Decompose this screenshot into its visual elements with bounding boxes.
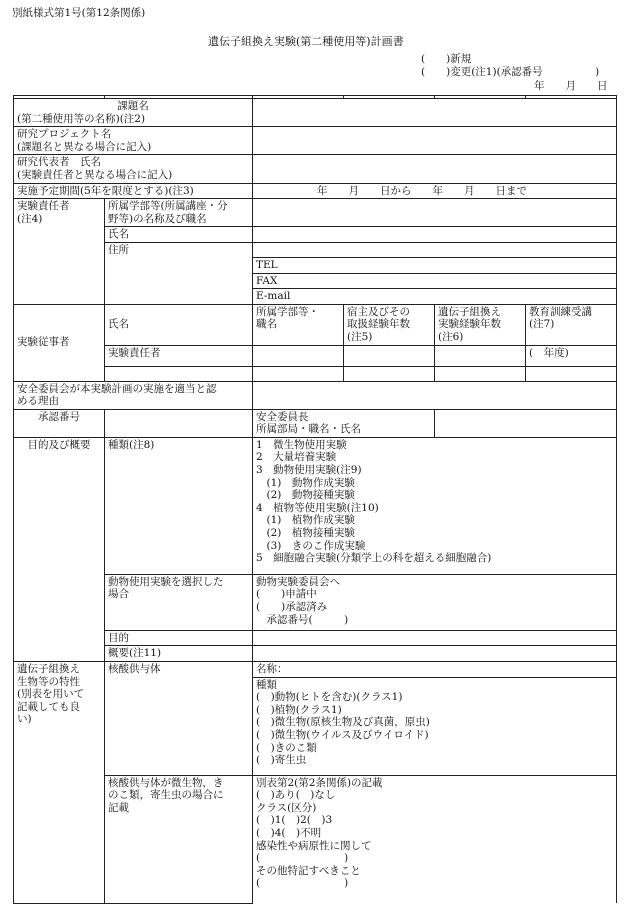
staff-col-training-1: 教育訓練受講 <box>529 305 592 318</box>
committee-chair-text: 安全委員長 <box>256 410 309 423</box>
purpose-label: 目的 <box>105 630 253 646</box>
animal-approved-option[interactable]: ( )承認済み <box>256 601 328 614</box>
staff-extra-name-field[interactable] <box>105 366 253 381</box>
pathogenicity-field[interactable]: ( ) <box>256 852 349 865</box>
donor-micro-text2: のこ類，寄生虫の場合に <box>108 789 224 802</box>
pi-address-field[interactable] <box>253 242 617 257</box>
status-new: ( )新規 <box>421 53 472 65</box>
representative-label <box>14 155 253 183</box>
donor-kind-list <box>253 677 617 775</box>
staff-extra-gmo-years-field[interactable] <box>435 366 526 381</box>
pi-name-label: 氏名 <box>105 227 253 243</box>
animal-experiment-label <box>105 574 253 630</box>
staff-col-gmo-years-2: 実験経験年数 <box>438 318 501 331</box>
pi-label-text: 実験責任者 <box>17 200 70 213</box>
staff-col-training <box>526 304 617 345</box>
donor-kind-option[interactable]: ( )微生物(原核生物及び真菌，原虫) <box>256 716 430 729</box>
pi-affiliation-text2: 野等)の名称及び職名 <box>108 212 207 225</box>
staff-col-training-2: (注7) <box>529 318 555 331</box>
kind-item[interactable]: (2) 動物接種実験 <box>256 489 355 502</box>
kind-item[interactable]: (3) きのこ作成実験 <box>256 539 366 552</box>
approval-number-label: 承認番号 <box>14 409 105 437</box>
experiment-kind-list <box>253 437 617 574</box>
kind-item[interactable]: 1 微生物使用実験 <box>256 438 347 451</box>
pi-affiliation-field[interactable] <box>253 199 617 227</box>
plan-form-table <box>13 95 617 904</box>
kind-item[interactable]: (2) 植物接種実験 <box>256 527 355 540</box>
staff-extra-training-field[interactable] <box>526 366 617 381</box>
kind-item[interactable]: (1) 動物作成実験 <box>256 476 355 489</box>
class-options-row1[interactable]: ( )1( )2( )3 <box>256 814 333 827</box>
kind-item[interactable]: 5 細胞融合実験(分類学上の科を超える細胞融合) <box>256 552 492 565</box>
donor-micro-text: 核酸供与体が微生物，き <box>108 776 224 789</box>
donor-kind-option[interactable]: ( )動物(ヒトを含む)(クラス1) <box>256 691 403 704</box>
gmo-characteristics-label <box>14 662 105 904</box>
staff-pi-affiliation-field[interactable] <box>253 345 344 366</box>
donor-name-field[interactable]: 名称： <box>253 662 617 678</box>
appendix-table-heading: 別表第2(第2条関係)の記載 <box>256 776 383 789</box>
staff-pi-host-years-field[interactable] <box>344 345 435 366</box>
committee-reason-label <box>14 381 253 409</box>
staff-pi-training-year[interactable]: ( 年度) <box>526 345 617 366</box>
overview-field[interactable] <box>253 646 617 662</box>
staff-col-host-years-2: 取扱経験年数 <box>347 318 410 331</box>
donor-kind-option[interactable]: ( )寄生虫 <box>256 754 307 767</box>
pi-affiliation-text: 所属学部等(所属講座・分 <box>108 200 228 213</box>
project-title-note: (第二種使用等の名称)(注2) <box>17 112 146 125</box>
donor-kind-option[interactable]: ( )植物(クラス1) <box>256 703 342 716</box>
animal-experiment-text2: 場合 <box>108 588 129 601</box>
staff-extra-affiliation-field[interactable] <box>253 366 344 381</box>
nucleic-donor-label: 核酸供与体 <box>105 662 253 776</box>
committee-reason-text: 安全委員会が本実験計画の実施を適当と認 <box>17 382 217 395</box>
animal-experiment-text: 動物使用実験を選択した <box>108 575 224 588</box>
staff-col-host-years-1: 宿主及びその <box>347 305 410 318</box>
class-heading: クラス(区分) <box>256 801 317 814</box>
purpose-field[interactable] <box>253 630 617 646</box>
donor-kind-option[interactable]: ( )きのこ類 <box>256 741 317 754</box>
gmo-label-line: 生物等の特性 <box>17 675 80 688</box>
staff-pi-row-label: 実験責任者 <box>105 345 253 366</box>
committee-reason-text2: める理由 <box>17 395 59 408</box>
research-project-field[interactable] <box>253 127 617 155</box>
pi-label <box>14 199 105 305</box>
project-title-label <box>14 99 253 127</box>
animal-approval-number[interactable]: 承認番号( ) <box>256 613 349 626</box>
submission-date: 年 月 日 <box>534 80 608 92</box>
class-options-row2[interactable]: ( )4( )不明 <box>256 827 322 840</box>
research-project-label <box>14 127 253 155</box>
staff-col-gmo-years <box>435 304 526 345</box>
staff-label: 実験従事者 <box>14 304 105 381</box>
pi-label-note: (注4) <box>17 212 43 225</box>
kind-item[interactable]: 2 大量培養実験 <box>256 451 337 464</box>
donor-kind-option[interactable]: ( )微生物(ウイルス及びウイロイド) <box>256 729 429 742</box>
staff-col-affiliation-2: 職名 <box>256 318 277 331</box>
animal-committee-heading: 動物実験委員会へ <box>256 575 340 588</box>
period-label: 実施予定期間(5年を限度とする)(注3) <box>14 183 253 199</box>
pi-tel-field[interactable]: TEL <box>253 257 617 273</box>
overview-label: 概要(注11) <box>105 646 253 662</box>
pathogenicity-heading: 感染性や病原性に関して <box>256 839 372 852</box>
form-id: 別紙様式第1号(第12条関係) <box>12 7 146 19</box>
staff-col-host-years <box>344 304 435 345</box>
staff-name-header: 氏名 <box>105 304 253 345</box>
representative-text: 研究代表者 氏名 <box>17 156 101 169</box>
gmo-label-line: 遺伝子組換え <box>17 663 80 676</box>
other-notes-field[interactable]: ( ) <box>256 877 349 890</box>
research-project-note: (課題名と異なる場合に記入) <box>17 140 152 153</box>
animal-applying-option[interactable]: ( )申請中 <box>256 588 317 601</box>
donor-micro-text3: 記載 <box>108 801 129 814</box>
staff-col-affiliation <box>253 304 344 345</box>
kind-item[interactable]: 3 動物使用実験(注9) <box>256 464 362 477</box>
other-notes-heading: その他特記すべきこと <box>256 864 361 877</box>
pi-affiliation-label <box>105 199 253 227</box>
pi-name-field[interactable] <box>253 227 617 243</box>
pi-email-field[interactable]: E-mail <box>253 289 617 305</box>
gmo-label-line: 記載しても良 <box>17 700 80 713</box>
donor-kind-heading: 種類 <box>256 678 277 691</box>
project-title-field[interactable] <box>253 99 617 127</box>
staff-col-affiliation-1: 所属学部等・ <box>256 305 319 318</box>
pi-fax-field[interactable]: FAX <box>253 273 617 289</box>
pi-address-label: 住所 <box>105 242 253 304</box>
representative-field[interactable] <box>253 155 617 183</box>
approval-number-field[interactable] <box>105 409 253 437</box>
animal-committee-status <box>253 574 617 630</box>
committee-chair-text2: 所属部局・職名・氏名 <box>256 423 361 436</box>
purpose-overview-label: 目的及び概要 <box>14 437 105 661</box>
experiment-kind-label: 種類(注8) <box>105 437 253 574</box>
donor-micro-label <box>105 775 253 903</box>
project-title-text: 課題名 <box>117 100 149 112</box>
committee-reason-field[interactable] <box>253 381 617 409</box>
period-field[interactable]: 年 月 日から 年 月 日まで <box>253 183 617 199</box>
kind-item[interactable]: 4 植物等使用実験(注10) <box>256 501 379 514</box>
committee-chair-label <box>253 409 435 437</box>
gmo-label-line: (別表を用いて <box>17 688 85 701</box>
staff-pi-gmo-years-field[interactable] <box>435 345 526 366</box>
representative-note: (実験責任者と異なる場合に記入) <box>17 168 173 181</box>
kind-item[interactable]: (1) 植物作成実験 <box>256 514 355 527</box>
staff-col-gmo-years-3: (注6) <box>438 330 464 343</box>
gmo-label-line: い) <box>17 713 32 726</box>
page-title: 遺伝子組換え実験(第二種使用等)計画書 <box>208 35 404 48</box>
committee-chair-field[interactable] <box>435 409 617 437</box>
status-change: ( )変更(注1)(承認番号 ) <box>421 66 600 78</box>
appendix-presence-option[interactable]: ( )あり( )なし <box>256 789 336 802</box>
staff-col-host-years-3: (注5) <box>347 330 373 343</box>
staff-col-gmo-years-1: 遺伝子組換え <box>438 305 501 318</box>
staff-extra-host-years-field[interactable] <box>344 366 435 381</box>
research-project-text: 研究プロジェクト名 <box>17 128 112 141</box>
donor-micro-details <box>253 775 617 903</box>
